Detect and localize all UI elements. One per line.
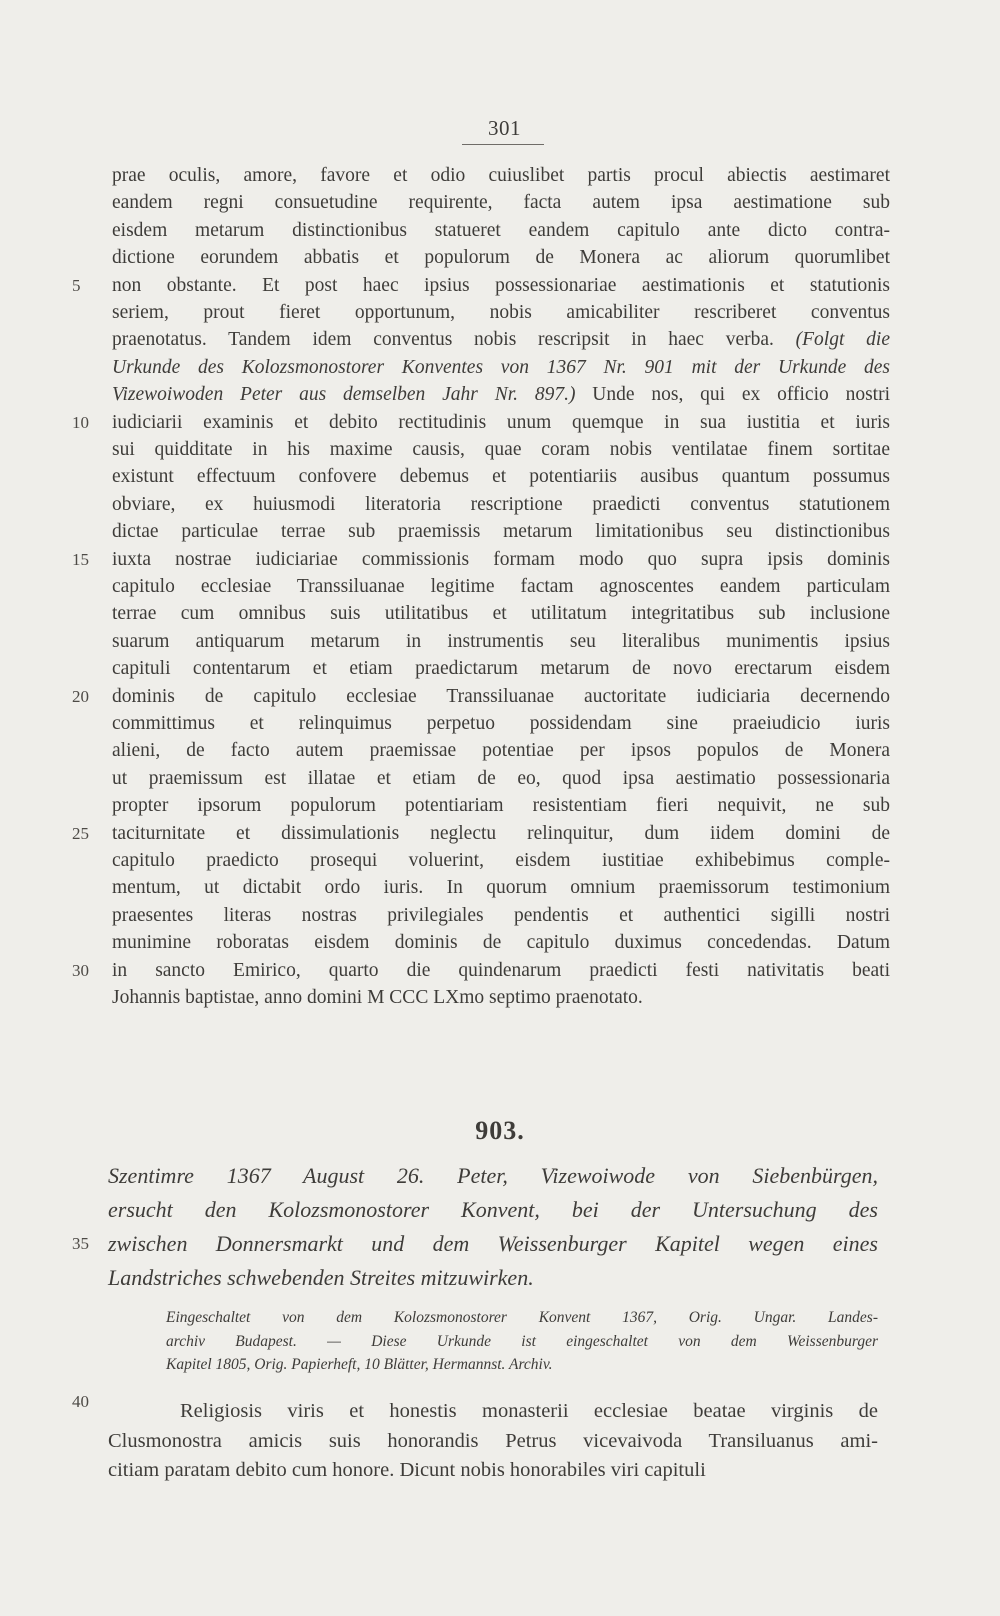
text-line — [112, 518, 890, 546]
text-line — [112, 957, 890, 985]
text-segment: ut praemissum est illatae et etiam de eo, quod ipsa aestimatio possessionaria — [112, 767, 890, 789]
text-segment: capituli contentarum et etiam praedictarum metarum de novo erectarum eisdem — [112, 658, 890, 680]
page-number-rule — [462, 144, 544, 145]
document-number: 903. — [475, 1116, 525, 1145]
letter-line: Religiosis viris et honestis monasterii ecclesiae beatae virginis de — [180, 1400, 878, 1422]
text-line — [112, 463, 890, 491]
line-number: 15 — [72, 549, 89, 569]
text-line — [112, 820, 890, 848]
line-number: 30 — [72, 960, 89, 980]
line-number: 35 — [72, 1234, 89, 1253]
regest-line: Szentimre 1367 August 26. Peter, Vizewoiwode von Siebenbürgen, — [108, 1163, 878, 1188]
source-line: Kapitel 1805, Orig. Papierheft, 10 Blätter, Hermannst. Archiv. — [166, 1356, 553, 1373]
text-line — [112, 409, 890, 437]
text-segment: Unde nos, qui ex officio nostri — [575, 384, 890, 406]
text-line — [112, 189, 890, 217]
text-segment: eisdem metarum distinctionibus statueret eandem capitulo ante dicto contra- — [112, 219, 890, 241]
text-line — [112, 299, 890, 327]
regest-line: zwischen Donnersmarkt und dem Weissenburger Kapitel wegen eines — [108, 1231, 878, 1256]
text-segment: munimine roboratas eisdem dominis de capitulo duximus concedendas. Datum — [112, 932, 890, 954]
text-segment: Vizewoiwoden Peter aus demselben Jahr Nr. 897.) — [112, 384, 576, 406]
text-line — [112, 381, 890, 409]
text-segment: seriem, prout fieret opportunum, nobis amicabiliter rescriberet conventus — [112, 302, 890, 323]
text-segment: prae oculis, amore, favore et odio cuiuslibet partis procul abiectis aestimaret — [112, 165, 890, 186]
text-line — [112, 628, 890, 656]
line-number: 25 — [72, 823, 89, 843]
text-segment: suarum antiquarum metarum in instrumentis seu literalibus munimentis ipsius — [112, 630, 890, 652]
line-number: 5 — [72, 275, 81, 295]
regest-line: Landstriches schwebenden Streites mitzuwirken. — [108, 1265, 534, 1290]
letter-line: Clusmonostra amicis suis honorandis Petrus vicevaivoda Transiluanus ami- — [108, 1429, 878, 1452]
text-segment: alieni, de facto autem praemissae potentiae per ipsos populos de Monera — [112, 740, 890, 762]
text-segment: terrae cum omnibus suis utilitatibus et utilitatum integritatibus sub inclusione — [112, 603, 890, 625]
text-line — [112, 874, 890, 902]
text-segment: non obstante. Et post haec ipsius possessionariae aestimationis et statutionis — [112, 274, 890, 296]
text-segment: praesentes literas nostras privilegiales pendentis et authentici sigilli nostri — [112, 904, 890, 926]
text-segment: dictione eorundem abbatis et populorum de Monera ac aliorum quorumlibet — [112, 247, 890, 269]
source-line: archiv Budapest. — Diese Urkunde ist eingeschaltet von dem Weissenburger — [166, 1332, 878, 1350]
text-line — [112, 792, 890, 820]
text-segment: Urkunde des Kolozsmonostorer Konventes von 1367 Nr. 901 mit der Urkunde des — [112, 356, 890, 378]
text-segment: obviare, ex huiusmodi literatoria rescriptione praedicti conventus statutionem — [112, 493, 890, 515]
letter-line: citiam paratam debito cum honore. Dicunt nobis honorabiles viri capituli — [108, 1459, 706, 1481]
line-number: 10 — [72, 412, 89, 432]
source-line: Eingeschaltet von dem Kolozsmonostorer Konvent 1367, Orig. Ungar. Landes- — [166, 1309, 878, 1326]
text-line — [112, 929, 890, 957]
text-line — [112, 655, 890, 683]
text-segment: capitulo praedicto prosequi voluerint, eisdem iustitiae exhibebimus comple- — [112, 850, 890, 871]
text-segment: dictae particulae terrae sub praemissis metarum limitationibus seu distinctionibus — [112, 521, 890, 543]
text-segment: committimus et relinquimus perpetuo possidendam sine praeiudicio iuris — [112, 713, 890, 734]
text-line — [112, 217, 890, 245]
text-segment: eandem regni consuetudine requirente, facta autem ipsa aestimatione sub — [112, 192, 890, 214]
text-segment: mentum, ut dictabit ordo iuris. In quorum omnium praemissorum testimonium — [112, 877, 890, 899]
text-line — [112, 683, 890, 711]
text-line — [112, 162, 890, 190]
text-line — [112, 491, 890, 519]
text-segment: iuxta nostrae iudiciariae commissionis formam modo quo supra ipsis dominis — [112, 548, 890, 570]
text-segment: taciturnitate et dissimulationis neglectu relinquitur, dum iidem domini de — [112, 822, 890, 844]
text-line — [112, 573, 890, 601]
text-segment: (Folgt die — [795, 329, 890, 351]
text-line — [112, 546, 890, 574]
text-segment: praenotatus. Tandem idem conventus nobis rescripsit in haec verba. — [112, 329, 796, 351]
text-segment: in sancto Emirico, quarto die quindenarum praedicti festi nativitatis beati — [112, 959, 890, 981]
text-segment: iudiciarii examinis et debito rectitudinis unum quemque in sua iustitia et iuris — [112, 411, 890, 433]
page-number: 301 — [488, 116, 521, 140]
line-number: 20 — [72, 686, 89, 706]
text-segment: dominis de capitulo ecclesiae Transsiluanae auctoritate iudiciaria decernendo — [112, 685, 890, 707]
text-line — [112, 710, 890, 738]
text-line — [112, 272, 890, 300]
text-line — [112, 600, 890, 628]
text-line — [112, 984, 890, 1012]
text-segment: existunt effectuum confovere debemus et potentiariis ausibus quantum possumus — [112, 466, 890, 488]
text-segment: propter ipsorum populorum potentiariam resistentiam fieri nequivit, ne sub — [112, 795, 890, 817]
text-segment: Johannis baptistae, anno domini M CCC LXmo septimo praenotato. — [112, 987, 643, 1008]
regest-line: ersucht den Kolozsmonostorer Konvent, bei der Untersuchung des — [108, 1197, 878, 1222]
text-line — [112, 244, 890, 272]
text-line — [112, 737, 890, 765]
text-line — [112, 354, 890, 382]
text-segment: sui quidditate in his maxime causis, quae coram nobis ventilatae finem sortitae — [112, 439, 890, 460]
text-line — [112, 847, 890, 875]
text-line — [112, 326, 890, 354]
line-number: 40 — [72, 1392, 89, 1411]
text-line — [112, 765, 890, 793]
text-segment: capitulo ecclesiae Transsiluanae legitime factam agnoscentes eandem particulam — [112, 576, 890, 597]
text-line — [112, 436, 890, 464]
text-line — [112, 902, 890, 930]
